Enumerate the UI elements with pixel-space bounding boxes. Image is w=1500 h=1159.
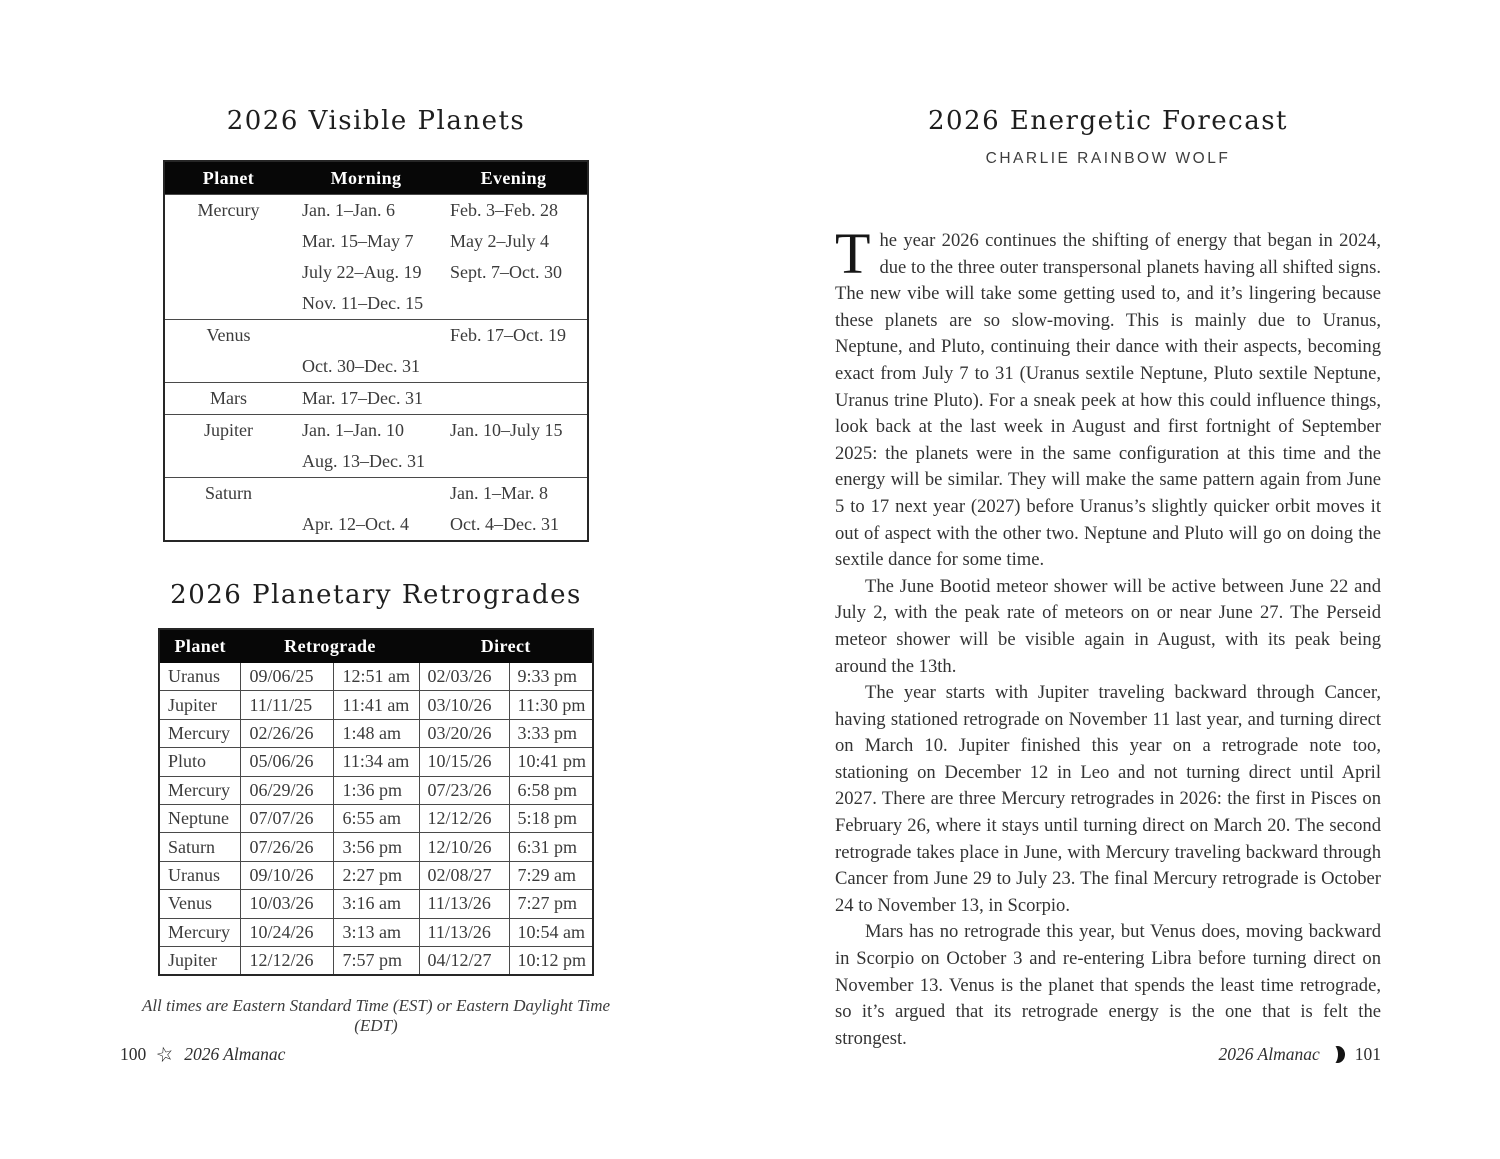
- planet-name-cell: Pluto: [159, 748, 241, 776]
- planet-name-cell: Mercury: [159, 918, 241, 946]
- planet-name-cell: [164, 509, 292, 541]
- retrograde-time-cell: 1:48 am: [334, 719, 419, 747]
- retrograde-date-cell: 09/10/26: [241, 861, 334, 889]
- retrograde-time-cell: 1:36 pm: [334, 776, 419, 804]
- direct-date-cell: 10/15/26: [419, 748, 509, 776]
- retrogrades-title: 2026 Planetary Retrogrades: [170, 580, 582, 610]
- planet-name-cell: Jupiter: [159, 691, 241, 719]
- right-page: [835, 0, 1381, 1159]
- morning-range-cell: [292, 478, 440, 510]
- table-row: [159, 748, 593, 776]
- retrograde-date-cell: 06/29/26: [241, 776, 334, 804]
- visible-planets-title: 2026 Visible Planets: [226, 106, 526, 136]
- planet-group: [164, 320, 588, 383]
- table-row: [164, 288, 588, 320]
- morning-range-cell: Oct. 30–Dec. 31: [302, 356, 420, 376]
- planet-name-cell: Jupiter: [159, 946, 241, 975]
- retrogrades-body: [159, 663, 593, 976]
- table-row: [159, 918, 593, 946]
- page-number: 101: [1354, 1044, 1381, 1064]
- table-header-row: [159, 629, 593, 663]
- direct-date-cell: 12/10/26: [419, 833, 509, 861]
- planet-name-cell: Jupiter: [204, 420, 253, 440]
- paragraph-text: he year 2026 continues the shifting of energy that began in 2024, due to the three outer transpersonal planets having all shifted signs. The new vibe will take some getting used to, and it’s lingering because these planets are so slow-moving. This is mainly due to Uranus, Neptune, and Pluto, continuing their dance with their aspects, becoming exact from July 7 to 31 (Uranus sextile Neptune, Pluto sextile Neptune, Uranus trine Pluto). For a sneak peek at how this could influence things, look back at the last week in August and first fortnight of September 2025: the planets were in the same configuration at this time and the energy will be similar. They will make the same pattern again from June 5 to 17 next year (2027) before Uranus’s slightly quicker orbit moves it out of aspect with the other two. Neptune and Pluto will go on doing the sextile dance for some time.: [835, 230, 1381, 571]
- planet-name-cell: Venus: [206, 325, 251, 345]
- column-header-evening: Evening: [440, 161, 588, 195]
- planet-name-cell: Venus: [159, 890, 241, 918]
- retrograde-date-cell: 07/07/26: [241, 804, 334, 832]
- column-header-planet: Planet: [159, 629, 241, 663]
- table-row: [164, 226, 588, 257]
- evening-range-cell: Jan. 1–Mar. 8: [450, 483, 548, 503]
- direct-date-cell: 11/13/26: [419, 890, 509, 918]
- planet-name-cell: [164, 351, 292, 383]
- evening-range-cell: Feb. 17–Oct. 19: [450, 325, 566, 345]
- direct-date-cell: 07/23/26: [419, 776, 509, 804]
- direct-time-cell: 7:29 am: [509, 861, 593, 889]
- planet-name-cell: Uranus: [159, 663, 241, 691]
- retrograde-date-cell: 10/03/26: [241, 890, 334, 918]
- planet-group: [164, 195, 588, 320]
- table-row: [159, 691, 593, 719]
- table-row: [159, 890, 593, 918]
- body-paragraph: [835, 680, 1381, 919]
- morning-range-cell: July 22–Aug. 19: [302, 262, 422, 282]
- planet-group: [164, 478, 588, 542]
- table-row: [159, 663, 593, 691]
- evening-range-cell: [440, 446, 588, 478]
- retrograde-time-cell: 3:16 am: [334, 890, 419, 918]
- left-folio: [120, 1041, 286, 1068]
- table-row: [164, 383, 588, 415]
- table-row: [164, 446, 588, 478]
- planet-name-cell: [164, 446, 292, 478]
- visible-planets-header: [164, 161, 588, 195]
- paragraph-text: The June Bootid meteor shower will be active between June 22 and July 2, with the peak rate of meteors on or near June 27. The Perseid meteor shower will be visible again in August, with its peak being around the 13th.: [835, 575, 1381, 677]
- retrograde-time-cell: 6:55 am: [334, 804, 419, 832]
- planet-name-cell: Mercury: [159, 719, 241, 747]
- retrograde-time-cell: 12:51 am: [334, 663, 419, 691]
- retrograde-date-cell: 05/06/26: [241, 748, 334, 776]
- morning-range-cell: Jan. 1–Jan. 6: [302, 200, 395, 220]
- planet-name-cell: Mercury: [159, 776, 241, 804]
- direct-date-cell: 02/08/27: [419, 861, 509, 889]
- retrograde-date-cell: 12/12/26: [241, 946, 334, 975]
- retrograde-date-cell: 07/26/26: [241, 833, 334, 861]
- table-row: [164, 257, 588, 288]
- planet-name-cell: Mercury: [197, 200, 260, 220]
- direct-time-cell: 11:30 pm: [509, 691, 593, 719]
- table-row: [159, 861, 593, 889]
- table-row: [159, 719, 593, 747]
- moon-icon: [1330, 1046, 1345, 1063]
- forecast-article: [835, 221, 1381, 1052]
- table-header-row: [164, 161, 588, 195]
- direct-time-cell: 3:33 pm: [509, 719, 593, 747]
- direct-date-cell: 02/03/26: [419, 663, 509, 691]
- planet-group: [164, 415, 588, 478]
- morning-range-cell: [292, 320, 440, 352]
- column-header-planet: Planet: [164, 161, 292, 195]
- planet-name-cell: [164, 288, 292, 320]
- morning-range-cell: Mar. 17–Dec. 31: [302, 388, 423, 408]
- direct-time-cell: 5:18 pm: [509, 804, 593, 832]
- column-header-retrograde: Retrograde: [241, 629, 419, 663]
- planet-name-cell: Mars: [210, 388, 247, 408]
- body-paragraph: [835, 919, 1381, 1052]
- planet-name-cell: [164, 226, 292, 257]
- table-row: [164, 320, 588, 352]
- evening-range-cell: May 2–July 4: [450, 231, 549, 251]
- retrograde-time-cell: 3:56 pm: [334, 833, 419, 861]
- retrogrades-table: [158, 628, 594, 976]
- retrograde-date-cell: 11/11/25: [241, 691, 334, 719]
- direct-date-cell: 12/12/26: [419, 804, 509, 832]
- paragraph-text: The year starts with Jupiter traveling backward through Cancer, having stationed retrograde on November 11 last year, and turning direct on March 10. Jupiter finished this year on a retrograde note too, stationing on December 12 in Leo and not turning direct until April 2027. There are three Mercury retrogrades in 2026: the first in Pisces on February 26, where it stays until turning direct on March 20. The second retrograde takes place in June, with Mercury traveling backward through Cancer from June 29 to July 23. The final Mercury retrograde is October 24 to November 13, in Scorpio.: [835, 682, 1381, 916]
- book-title: 2026 Almanac: [1218, 1044, 1320, 1064]
- evening-range-cell: Jan. 10–July 15: [450, 420, 563, 440]
- evening-range-cell: [440, 383, 588, 415]
- direct-time-cell: 7:27 pm: [509, 890, 593, 918]
- visible-planets-table: [163, 160, 589, 542]
- direct-time-cell: 9:33 pm: [509, 663, 593, 691]
- planet-name-cell: Neptune: [159, 804, 241, 832]
- retrograde-time-cell: 7:57 pm: [334, 946, 419, 975]
- forecast-title: 2026 Energetic Forecast: [927, 106, 1289, 136]
- planet-group: [164, 383, 588, 415]
- table-row: [164, 478, 588, 510]
- retrograde-time-cell: 11:34 am: [334, 748, 419, 776]
- table-row: [164, 351, 588, 383]
- direct-time-cell: 10:54 am: [509, 918, 593, 946]
- book-title: 2026 Almanac: [184, 1044, 286, 1064]
- direct-time-cell: 10:41 pm: [509, 748, 593, 776]
- direct-date-cell: 03/20/26: [419, 719, 509, 747]
- paragraph-text: Mars has no retrograde this year, but Venus does, moving backward in Scorpio on October 3 and re-entering Libra before turning direct on November 13. Venus is the planet that spends the least time retrograde, so it’s argued that its retrograde energy is the one that is felt the strongest.: [835, 921, 1381, 1049]
- evening-range-cell: [440, 288, 588, 320]
- page-number: 100: [120, 1044, 147, 1064]
- retrograde-time-cell: 2:27 pm: [334, 861, 419, 889]
- right-folio: [1218, 1044, 1381, 1065]
- planet-name-cell: Uranus: [159, 861, 241, 889]
- direct-date-cell: 03/10/26: [419, 691, 509, 719]
- times-footnote: All times are Eastern Standard Time (EST) or Eastern Daylight Time (EDT): [141, 996, 611, 1036]
- table-row: [159, 946, 593, 975]
- evening-range-cell: Feb. 3–Feb. 28: [450, 200, 558, 220]
- retrograde-date-cell: 10/24/26: [241, 918, 334, 946]
- author-byline: CHARLIE RAINBOW WOLF: [985, 150, 1231, 167]
- direct-date-cell: 04/12/27: [419, 946, 509, 975]
- column-header-morning: Morning: [292, 161, 440, 195]
- morning-range-cell: Nov. 11–Dec. 15: [302, 293, 424, 313]
- direct-time-cell: 6:58 pm: [509, 776, 593, 804]
- table-row: [164, 509, 588, 541]
- star-icon: ☆: [153, 1041, 177, 1068]
- retrograde-time-cell: 11:41 am: [334, 691, 419, 719]
- table-row: [159, 776, 593, 804]
- column-header-direct: Direct: [419, 629, 593, 663]
- left-page: [120, 0, 632, 1159]
- direct-time-cell: 10:12 pm: [509, 946, 593, 975]
- evening-range-cell: [440, 351, 588, 383]
- retrograde-date-cell: 09/06/25: [241, 663, 334, 691]
- morning-range-cell: Jan. 1–Jan. 10: [302, 420, 404, 440]
- table-row: [164, 195, 588, 227]
- planet-name-cell: Saturn: [205, 483, 252, 503]
- direct-time-cell: 6:31 pm: [509, 833, 593, 861]
- retrogrades-header: [159, 629, 593, 663]
- table-row: [164, 415, 588, 447]
- retrograde-time-cell: 3:13 am: [334, 918, 419, 946]
- table-row: [159, 804, 593, 832]
- planet-name-cell: [164, 257, 292, 288]
- table-row: [159, 833, 593, 861]
- retrograde-date-cell: 02/26/26: [241, 719, 334, 747]
- direct-date-cell: 11/13/26: [419, 918, 509, 946]
- morning-range-cell: Apr. 12–Oct. 4: [302, 514, 409, 534]
- planet-name-cell: Saturn: [159, 833, 241, 861]
- morning-range-cell: Aug. 13–Dec. 31: [302, 451, 425, 471]
- evening-range-cell: Sept. 7–Oct. 30: [450, 262, 562, 282]
- body-paragraph: [835, 221, 1381, 574]
- body-paragraph: [835, 574, 1381, 680]
- drop-cap: T: [835, 221, 871, 286]
- evening-range-cell: Oct. 4–Dec. 31: [450, 514, 559, 534]
- morning-range-cell: Mar. 15–May 7: [302, 231, 414, 251]
